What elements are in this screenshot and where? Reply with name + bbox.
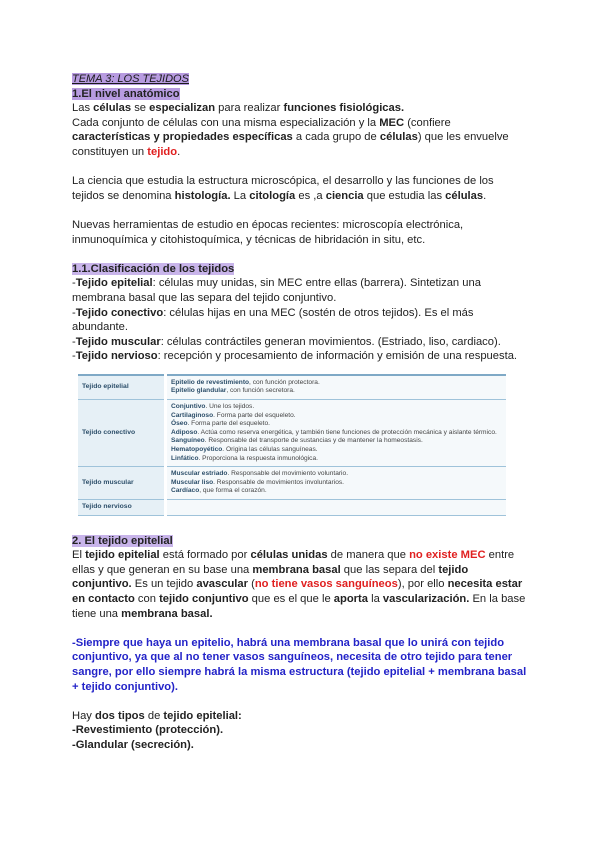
list-item-conectivo: -Tejido conectivo: células hijas en una MEC (sostén de otros tejidos). Es el más abundante. [72,306,474,334]
section-2-heading: 2. El tejido epitelial [72,534,173,547]
document-page [72,72,528,753]
list-item-muscular: -Tejido muscular: células contráctiles generan movimientos. (Estriado, liso, cardiaco). [72,335,501,348]
table-label-epitelial: Tejido epitelial [78,375,166,400]
table-content-conectivo: Conjuntivo. Une los tejidos. Cartilaginoso. Forma parte del esqueleto. Óseo. Forma parte del esqueleto. Adiposo. Actúa como reserva energética, y también tiene funciones de protección mecánica y aislante térmico. Sanguíneo. Responsable del transporte de sustancias y de mantener la homeostasis. Hematopoyético. Origina las células sanguíneas. Linfático. Proporciona la respuesta inmunológica. [166,400,507,467]
table-content-epitelial: Epitelio de revestimiento, con función protectora. Epitelio glandular, con función secretora. [166,375,507,400]
list-item-epitelial: -Tejido epitelial: células muy unidas, sin MEC entre ellas (barrera). Sintetizan una membrana basal que las separa del tejido conjuntivo. [72,277,481,304]
s1-paragraph-2: Cada conjunto de células con una misma especialización y la MEC (confiere características y propiedades específicas a cada grupo de células) que les envuelve constituyen un tejido. [72,116,509,158]
s2-type-glandular: -Glandular (secreción). [72,738,194,751]
s2-types-intro: Hay dos tipos de tejido epitelial: [72,709,242,722]
s2-type-revestimiento: -Revestimiento (protección). [72,724,224,737]
table-label-muscular: Tejido muscular [78,467,166,500]
s2-blue-note: -Siempre que haya un epitelio, habrá una membrana basal que lo unirá con tejido conjuntivo, ya que al no tener vasos sanguíneos, necesita de otro tejido para tener sangre, por ello siempre habrá la misma estructura (tejido epitelial + membrana basal + tejido conjuntivo). [72,636,527,693]
section-1-heading: 1.El nivel anatómico [72,87,180,100]
s1-paragraph-1: Las células se especializan para realizar funciones fisiológicas. [72,102,405,115]
tissue-classification-table [78,374,506,516]
section-1-1-heading: 1.1.Clasificación de los tejidos [72,262,235,275]
table-content-muscular: Muscular estriado. Responsable del movimiento voluntario. Muscular liso. Responsable de movimientos involuntarios. Cardíaco, que forma el corazón. [166,467,507,500]
s1-paragraph-4: Nuevas herramientas de estudio en épocas recientes: microscopía electrónica, inmunoquímica y citohistoquímica, y técnicas de hibridación in situ, etc. [72,218,464,246]
table-label-conectivo: Tejido conectivo [78,400,166,467]
s1-paragraph-3: La ciencia que estudia la estructura microscópica, el desarrollo y las funciones de los tejidos se denomina histología. La citología es ,a ciencia que estudia las células. [72,175,494,202]
table-content-nervioso [166,500,507,516]
doc-title: TEMA 3: LOS TEJIDOS [72,73,189,85]
table-label-nervioso: Tejido nervioso [78,500,166,516]
s2-paragraph-1: El tejido epitelial está formado por células unidas de manera que no existe MEC entre ellas y que generan en su base una membrana basal que las separa del tejido conjuntivo. Es un tejido avascular (no tiene vasos sanguíneos), por ello necesita estar en contacto con tejido conjuntivo que es el que le aporta la vascularización. En la base tiene una membrana basal. [72,549,526,620]
list-item-nervioso: -Tejido nervioso: recepción y procesamiento de información y emisión de una respuesta. [72,350,518,363]
